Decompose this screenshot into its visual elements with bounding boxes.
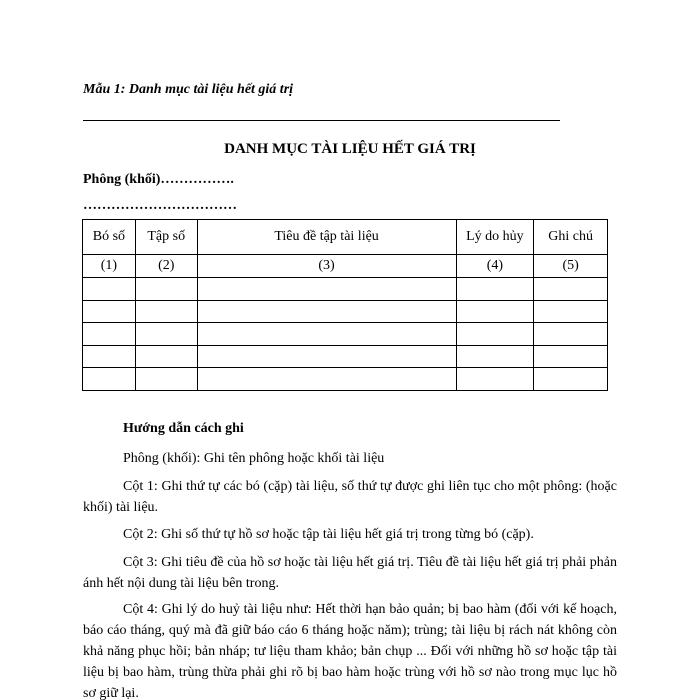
table-row <box>83 278 608 301</box>
table-cell <box>83 278 136 301</box>
fond-line: Phông (khối)……………. <box>83 172 234 187</box>
table-cell <box>456 368 534 391</box>
header-ghi-chu: Ghi chú <box>534 220 608 255</box>
column-number: (3) <box>197 255 456 278</box>
header-tap-so: Tập số <box>135 220 197 255</box>
header-ly-do-huy: Lý do hủy <box>456 220 534 255</box>
guide-paragraph-col4: Cột 4: Ghi lý do huỷ tài liệu như: Hết thời hạn bảo quản; bị bao hàm (đối với kế hoạch, báo cáo tháng, quý mà đã giữ báo cáo 6 tháng hoặc năm); trùng; tài liệu bị rách nát không còn khả năng phục hồi; bản nháp; tư liệu tham khảo; bản chụp ... Đối với những hồ sơ hoặc tập tài liệu bị bao hàm, trùng thừa phải ghi rõ bị bao hàm hoặc trùng với hồ sơ nào trong mục lục hồ sơ giữ lại. <box>83 602 617 700</box>
table-row <box>83 368 608 391</box>
guide-paragraph-fond: Phông (khối): Ghi tên phông hoặc khối tài liệu <box>123 451 385 466</box>
table-cell <box>197 368 456 391</box>
table-cell <box>135 368 197 391</box>
table-cell <box>197 345 456 368</box>
table-cell <box>135 323 197 346</box>
header-bo-so: Bó số <box>83 220 136 255</box>
document-title-text: DANH MỤC TÀI LIỆU HẾT GIÁ TRỊ <box>224 141 476 157</box>
column-number: (2) <box>135 255 197 278</box>
guide-paragraph-col3: Cột 3: Ghi tiêu đề của hồ sơ hoặc tài liệu hết giá trị. Tiêu đề tài liệu hết giá trị phải phản ánh hết nội dung tài liệu bên trong. <box>83 555 617 591</box>
table-cell <box>456 278 534 301</box>
column-number: (1) <box>83 255 136 278</box>
horizontal-rule <box>83 120 560 121</box>
table-cell <box>135 345 197 368</box>
table-cell <box>456 345 534 368</box>
table-cell <box>197 323 456 346</box>
table-cell <box>534 368 608 391</box>
guide-paragraph-col1: Cột 1: Ghi thứ tự các bó (cặp) tài liệu, số thứ tự được ghi liên tục cho một phông: (hoặc khối) tài liệu. <box>83 479 617 515</box>
column-number: (4) <box>456 255 534 278</box>
table-cell <box>456 300 534 323</box>
table-cell <box>534 278 608 301</box>
table-header-row <box>83 220 608 255</box>
guide-heading: Hướng dẫn cách ghi <box>123 421 244 436</box>
form-label: Mẫu 1: Danh mục tài liệu hết giá trị <box>83 82 294 97</box>
header-tieu-de: Tiêu đề tập tài liệu <box>197 220 456 255</box>
table-row <box>83 300 608 323</box>
table-cell <box>197 278 456 301</box>
table-cell <box>534 345 608 368</box>
table-cell <box>83 368 136 391</box>
document-title <box>0 141 700 158</box>
table-cell <box>534 323 608 346</box>
table-cell <box>83 300 136 323</box>
table-cell <box>456 323 534 346</box>
table-cell <box>534 300 608 323</box>
column-number: (5) <box>534 255 608 278</box>
table-cell <box>83 345 136 368</box>
table-number-row <box>83 255 608 278</box>
guide-paragraph-col2: Cột 2: Ghi số thứ tự hồ sơ hoặc tập tài liệu hết giá trị trong từng bó (cặp). <box>123 527 534 542</box>
table-row <box>83 345 608 368</box>
table-cell <box>135 300 197 323</box>
table-cell <box>197 300 456 323</box>
table-cell <box>135 278 197 301</box>
table-row <box>83 323 608 346</box>
document-list-table <box>82 219 608 391</box>
dots-line: …………………………… <box>83 198 237 213</box>
table-cell <box>83 323 136 346</box>
